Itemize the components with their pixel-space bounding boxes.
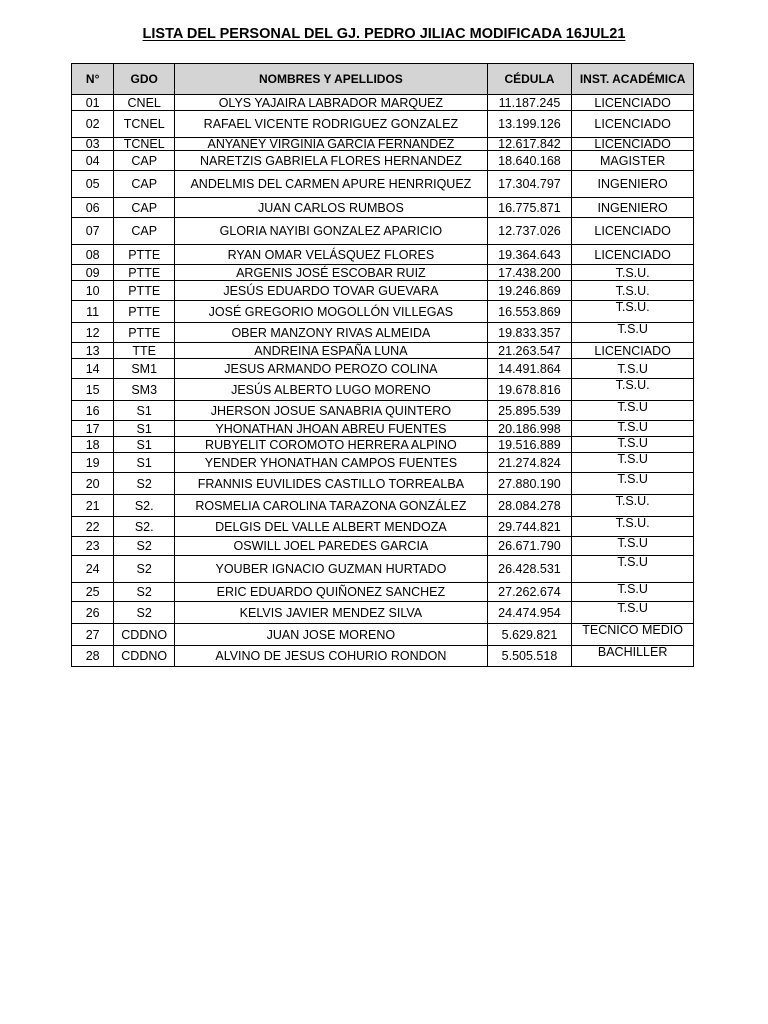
cell-grade: CAP	[114, 198, 175, 218]
cell-full-name: RAFAEL VICENTE RODRIGUEZ GONZALEZ	[175, 111, 488, 138]
cell-academic-level: INGENIERO	[572, 198, 694, 218]
table-row	[72, 517, 694, 537]
table-row	[72, 359, 694, 379]
cell-number: 22	[72, 517, 114, 537]
cell-full-name: OSWILL JOEL PAREDES GARCIA	[175, 537, 488, 556]
cell-id-number: 26.671.790	[487, 537, 572, 556]
cell-grade: PTTE	[114, 301, 175, 323]
cell-full-name: JESÚS ALBERTO LUGO MORENO	[175, 379, 488, 401]
cell-grade: S2	[114, 473, 175, 495]
cell-full-name: ANDREINA ESPAÑA LUNA	[175, 343, 488, 359]
cell-id-number: 21.274.824	[487, 453, 572, 473]
cell-number: 04	[72, 151, 114, 171]
table-row	[72, 646, 694, 667]
cell-academic-level: T.S.U	[572, 421, 694, 437]
cell-full-name: ERIC EDUARDO QUIÑONEZ SANCHEZ	[175, 583, 488, 602]
cell-academic-level: LICENCIADO	[572, 138, 694, 151]
cell-id-number: 11.187.245	[487, 95, 572, 111]
table-row	[72, 343, 694, 359]
cell-full-name: KELVIS JAVIER MENDEZ SILVA	[175, 602, 488, 624]
cell-academic-level: T.S.U	[572, 401, 694, 421]
cell-full-name: ANDELMIS DEL CARMEN APURE HENRRIQUEZ	[175, 171, 488, 198]
cell-id-number: 18.640.168	[487, 151, 572, 171]
table-row	[72, 265, 694, 281]
cell-full-name: ROSMELIA CAROLINA TARAZONA GONZÁLEZ	[175, 495, 488, 517]
cell-academic-level: T.S.U.	[572, 301, 694, 323]
cell-academic-level: T.S.U	[572, 323, 694, 343]
cell-grade: TTE	[114, 343, 175, 359]
table-row	[72, 138, 694, 151]
table-row	[72, 218, 694, 245]
cell-academic-level: T.S.U.	[572, 265, 694, 281]
cell-grade: SM3	[114, 379, 175, 401]
cell-number: 19	[72, 453, 114, 473]
cell-grade: S1	[114, 401, 175, 421]
cell-number: 11	[72, 301, 114, 323]
header-number: N°	[72, 64, 114, 95]
cell-full-name: YHONATHAN JHOAN ABREU FUENTES	[175, 421, 488, 437]
cell-full-name: RUBYELIT COROMOTO HERRERA ALPINO	[175, 437, 488, 453]
header-full-name: NOMBRES Y APELLIDOS	[175, 64, 488, 95]
cell-number: 14	[72, 359, 114, 379]
cell-number: 24	[72, 556, 114, 583]
document-title	[0, 26, 768, 42]
cell-id-number: 19.516.889	[487, 437, 572, 453]
cell-academic-level: LICENCIADO	[572, 218, 694, 245]
cell-number: 16	[72, 401, 114, 421]
cell-academic-level: T.S.U	[572, 583, 694, 602]
table-row	[72, 281, 694, 301]
table-row	[72, 437, 694, 453]
cell-id-number: 24.474.954	[487, 602, 572, 624]
cell-academic-level: T.S.U	[572, 537, 694, 556]
cell-full-name: JESUS ARMANDO PEROZO COLINA	[175, 359, 488, 379]
table-row	[72, 495, 694, 517]
cell-academic-level: T.S.U	[572, 602, 694, 624]
table-row	[72, 624, 694, 646]
header-grade: GDO	[114, 64, 175, 95]
table-row	[72, 602, 694, 624]
cell-number: 21	[72, 495, 114, 517]
cell-id-number: 12.617.842	[487, 138, 572, 151]
table-row	[72, 421, 694, 437]
cell-id-number: 5.629.821	[487, 624, 572, 646]
personnel-table	[71, 63, 694, 667]
cell-academic-level: T.S.U.	[572, 517, 694, 537]
cell-number: 27	[72, 624, 114, 646]
table-row	[72, 537, 694, 556]
cell-full-name: JUAN CARLOS RUMBOS	[175, 198, 488, 218]
cell-grade: S2.	[114, 517, 175, 537]
cell-number: 05	[72, 171, 114, 198]
cell-grade: PTTE	[114, 265, 175, 281]
cell-grade: S2	[114, 583, 175, 602]
cell-academic-level: INGENIERO	[572, 171, 694, 198]
table-row	[72, 473, 694, 495]
cell-grade: S1	[114, 421, 175, 437]
cell-grade: CDDNO	[114, 624, 175, 646]
table-row	[72, 151, 694, 171]
cell-grade: PTTE	[114, 281, 175, 301]
cell-grade: CAP	[114, 151, 175, 171]
cell-number: 17	[72, 421, 114, 437]
cell-academic-level: MAGISTER	[572, 151, 694, 171]
cell-full-name: YENDER YHONATHAN CAMPOS FUENTES	[175, 453, 488, 473]
cell-number: 02	[72, 111, 114, 138]
cell-grade: S2	[114, 602, 175, 624]
cell-id-number: 19.364.643	[487, 245, 572, 265]
cell-grade: S2.	[114, 495, 175, 517]
cell-id-number: 16.553.869	[487, 301, 572, 323]
cell-id-number: 16.775.871	[487, 198, 572, 218]
cell-number: 23	[72, 537, 114, 556]
cell-grade: SM1	[114, 359, 175, 379]
cell-id-number: 19.246.869	[487, 281, 572, 301]
cell-number: 03	[72, 138, 114, 151]
cell-full-name: JUAN JOSE MORENO	[175, 624, 488, 646]
cell-number: 26	[72, 602, 114, 624]
cell-full-name: ANYANEY VIRGINIA GARCIA FERNANDEZ	[175, 138, 488, 151]
cell-grade: S2	[114, 556, 175, 583]
cell-full-name: JHERSON JOSUE SANABRIA QUINTERO	[175, 401, 488, 421]
cell-id-number: 21.263.547	[487, 343, 572, 359]
cell-id-number: 12.737.026	[487, 218, 572, 245]
cell-id-number: 13.199.126	[487, 111, 572, 138]
cell-grade: CAP	[114, 218, 175, 245]
cell-academic-level: T.S.U	[572, 359, 694, 379]
cell-full-name: JOSÉ GREGORIO MOGOLLÓN VILLEGAS	[175, 301, 488, 323]
table-row	[72, 323, 694, 343]
table-row	[72, 379, 694, 401]
cell-full-name: DELGIS DEL VALLE ALBERT MENDOZA	[175, 517, 488, 537]
cell-id-number: 17.304.797	[487, 171, 572, 198]
header-academic-level: INST. ACADÉMICA	[572, 64, 694, 95]
cell-academic-level: T.S.U	[572, 453, 694, 473]
table-row	[72, 556, 694, 583]
cell-academic-level: T.S.U.	[572, 281, 694, 301]
cell-grade: TCNEL	[114, 138, 175, 151]
cell-number: 09	[72, 265, 114, 281]
table-body	[72, 95, 694, 667]
cell-id-number: 27.262.674	[487, 583, 572, 602]
document-title-text: LISTA DEL PERSONAL DEL GJ. PEDRO JILIAC MODIFICADA 16JUL21	[142, 26, 626, 42]
cell-academic-level: T.S.U.	[572, 495, 694, 517]
cell-number: 25	[72, 583, 114, 602]
table-row	[72, 171, 694, 198]
cell-full-name: ALVINO DE JESUS COHURIO RONDON	[175, 646, 488, 667]
cell-academic-level: LICENCIADO	[572, 111, 694, 138]
table-row	[72, 111, 694, 138]
cell-academic-level: LICENCIADO	[572, 95, 694, 111]
cell-full-name: ARGENIS JOSÉ ESCOBAR RUIZ	[175, 265, 488, 281]
cell-academic-level: T.S.U.	[572, 379, 694, 401]
table-row	[72, 401, 694, 421]
cell-academic-level: T.S.U	[572, 437, 694, 453]
cell-academic-level: LICENCIADO	[572, 245, 694, 265]
cell-number: 18	[72, 437, 114, 453]
cell-number: 12	[72, 323, 114, 343]
cell-full-name: GLORIA NAYIBI GONZALEZ APARICIO	[175, 218, 488, 245]
cell-id-number: 19.833.357	[487, 323, 572, 343]
cell-id-number: 29.744.821	[487, 517, 572, 537]
cell-id-number: 25.895.539	[487, 401, 572, 421]
cell-full-name: FRANNIS EUVILIDES CASTILLO TORREALBA	[175, 473, 488, 495]
cell-number: 15	[72, 379, 114, 401]
cell-full-name: YOUBER IGNACIO GUZMAN HURTADO	[175, 556, 488, 583]
cell-id-number: 20.186.998	[487, 421, 572, 437]
cell-grade: CAP	[114, 171, 175, 198]
cell-academic-level: LICENCIADO	[572, 343, 694, 359]
cell-grade: PTTE	[114, 245, 175, 265]
cell-academic-level: TECNICO MEDIO	[572, 624, 694, 646]
cell-full-name: OBER MANZONY RIVAS ALMEIDA	[175, 323, 488, 343]
cell-full-name: RYAN OMAR VELÁSQUEZ FLORES	[175, 245, 488, 265]
cell-academic-level: T.S.U	[572, 473, 694, 495]
cell-full-name: JESÚS EDUARDO TOVAR GUEVARA	[175, 281, 488, 301]
table-row	[72, 95, 694, 111]
cell-number: 01	[72, 95, 114, 111]
cell-academic-level: T.S.U	[572, 556, 694, 583]
cell-number: 08	[72, 245, 114, 265]
header-id-number: CÉDULA	[487, 64, 572, 95]
cell-number: 07	[72, 218, 114, 245]
cell-academic-level: BACHILLER	[572, 646, 694, 667]
cell-full-name: OLYS YAJAIRA LABRADOR MARQUEZ	[175, 95, 488, 111]
table-row	[72, 245, 694, 265]
table-row	[72, 453, 694, 473]
cell-id-number: 19.678.816	[487, 379, 572, 401]
cell-grade: S1	[114, 437, 175, 453]
table-row	[72, 198, 694, 218]
cell-number: 28	[72, 646, 114, 667]
cell-id-number: 27.880.190	[487, 473, 572, 495]
cell-id-number: 14.491.864	[487, 359, 572, 379]
cell-number: 20	[72, 473, 114, 495]
cell-grade: S1	[114, 453, 175, 473]
table-row	[72, 583, 694, 602]
table-header	[72, 64, 694, 95]
cell-full-name: NARETZIS GABRIELA FLORES HERNANDEZ	[175, 151, 488, 171]
cell-grade: PTTE	[114, 323, 175, 343]
cell-id-number: 5.505.518	[487, 646, 572, 667]
cell-number: 06	[72, 198, 114, 218]
cell-grade: S2	[114, 537, 175, 556]
cell-id-number: 17.438.200	[487, 265, 572, 281]
cell-number: 10	[72, 281, 114, 301]
cell-grade: TCNEL	[114, 111, 175, 138]
cell-number: 13	[72, 343, 114, 359]
cell-grade: CDDNO	[114, 646, 175, 667]
cell-grade: CNEL	[114, 95, 175, 111]
cell-id-number: 28.084.278	[487, 495, 572, 517]
header-row	[72, 64, 694, 95]
cell-id-number: 26.428.531	[487, 556, 572, 583]
table-row	[72, 301, 694, 323]
